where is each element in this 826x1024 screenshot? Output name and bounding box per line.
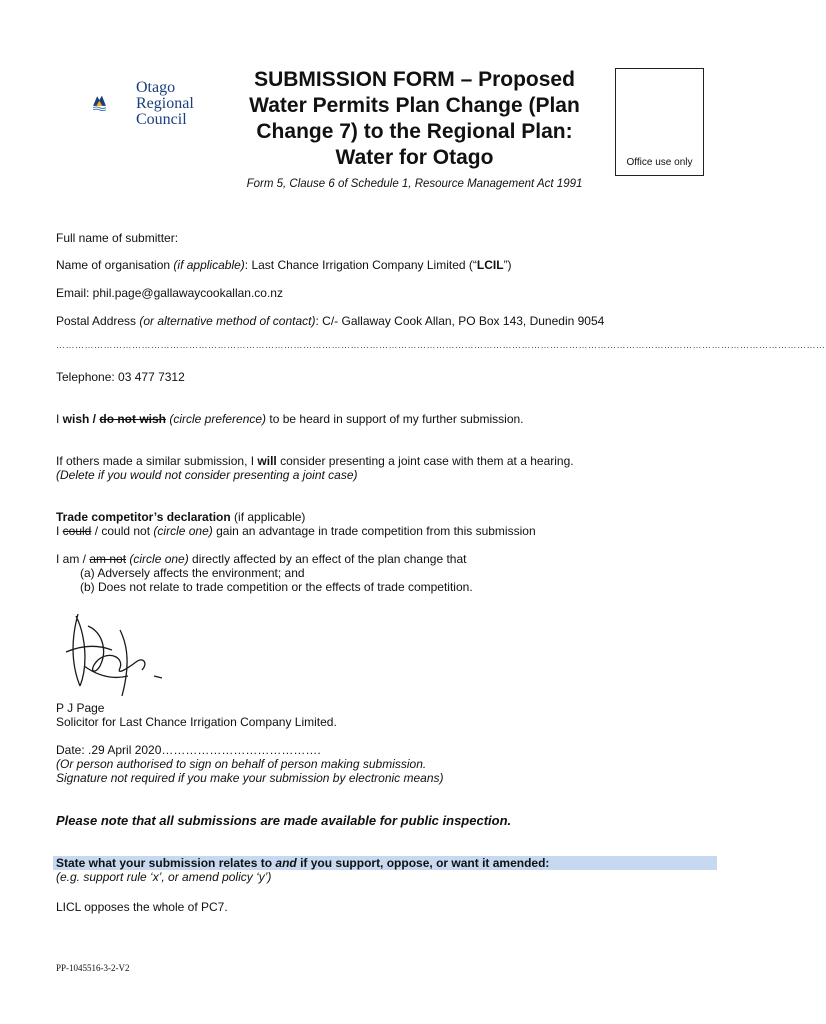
- joint-pre: If others made a similar submission, I: [56, 454, 258, 468]
- logo-line-1: Otago: [136, 79, 176, 96]
- hearing-i: I: [56, 412, 63, 426]
- org-value-pre: : Last Chance Irrigation Company Limited (“: [244, 258, 477, 272]
- trade-circle-hint: (circle one): [153, 524, 213, 538]
- submission-answer: LICL opposes the whole of PC7.: [56, 900, 228, 914]
- logo-line-3: Council: [136, 111, 187, 128]
- trade-could-not: / could not: [91, 524, 154, 538]
- form-subtitle: Form 5, Clause 6 of Schedule 1, Resource Management Act 1991: [246, 178, 583, 190]
- org-hint: (if applicable): [173, 258, 245, 272]
- affected-line: [56, 552, 466, 566]
- dotted-line: ………………………………………………………………………………………………………………………………………………………………………………………………………………………: [56, 340, 826, 350]
- affected-i-am: I am /: [56, 552, 90, 566]
- title-line-4: Water for Otago: [335, 146, 494, 169]
- logo-wave-1: [93, 107, 106, 108]
- trade-i: I: [56, 524, 63, 538]
- signoff-hint-2: Signature not required if you make your submission by electronic means): [56, 771, 444, 785]
- logo-line-2: Regional: [136, 95, 194, 112]
- office-use-box: [615, 68, 704, 176]
- title-line-1: SUBMISSION FORM – Proposed: [254, 68, 575, 91]
- hearing-do-not-wish: do not wish: [99, 412, 167, 426]
- logo-wave-2: [93, 109, 106, 110]
- trade-heading: Trade competitor’s declaration: [56, 510, 231, 524]
- telephone-line: Telephone: 03 477 7312: [56, 370, 185, 384]
- affected-circle-hint: (circle one): [126, 552, 189, 566]
- title-line-3: Change 7) to the Regional Plan:: [256, 120, 573, 143]
- signoff-role: Solicitor for Last Chance Irrigation Company Limited.: [56, 715, 337, 729]
- affected-item-b: (b) Does not relate to trade competition or the effects of trade competition.: [80, 580, 473, 594]
- relates-pre: State what your submission relates to: [56, 856, 276, 870]
- logo-wordmark: [136, 80, 194, 128]
- postal-hint: (or alternative method of contact): [139, 314, 316, 328]
- org-value-bold: LCIL: [476, 258, 504, 272]
- affected-am-not: am not: [89, 552, 127, 566]
- hearing-wish: wish: [62, 412, 90, 426]
- postal-value: : C/- Gallaway Cook Allan, PO Box 143, Dunedin 9054: [315, 314, 605, 328]
- hearing-preference-line: [56, 412, 524, 426]
- hearing-slash: /: [89, 412, 100, 426]
- full-name-label: Full name of submitter:: [56, 231, 179, 245]
- hearing-rest: to be heard in support of my further submission.: [266, 412, 524, 426]
- trade-rest: gain an advantage in trade competition from this submission: [212, 524, 536, 538]
- relates-and: and: [275, 856, 297, 870]
- signoff-hint-1: (Or person authorised to sign on behalf of person making submission.: [56, 757, 427, 771]
- document-reference: PP-1045516-3-2-V2: [56, 963, 130, 973]
- title-line-2: Water Permits Plan Change (Plan: [249, 94, 580, 117]
- trade-could: could: [62, 524, 92, 538]
- hearing-circle-hint: (circle preference): [166, 412, 267, 426]
- form-title: [222, 67, 607, 171]
- affected-rest: directly affected by an effect of the plan change that: [188, 552, 467, 566]
- postal-line: [56, 314, 604, 328]
- relates-post: if you support, oppose, or want it amended:: [296, 856, 550, 870]
- organisation-line: [56, 258, 512, 272]
- joint-case-hint: (Delete if you would not consider presenting a joint case): [56, 468, 358, 482]
- submission-relates-hint: (e.g. support rule ‘x’, or amend policy ‘y’): [56, 870, 272, 884]
- office-use-label: Office use only: [626, 157, 693, 168]
- signoff-date: Date: .29 April 2020………………………………….: [56, 743, 321, 757]
- affected-item-a: (a) Adversely affects the environment; and: [80, 566, 305, 580]
- joint-will: will: [257, 454, 277, 468]
- org-label: Name of organisation: [56, 258, 174, 272]
- joint-post: consider presenting a joint case with them at a hearing.: [276, 454, 574, 468]
- submission-relates-heading: [56, 856, 549, 870]
- email-line: Email: phil.page@gallawaycookallan.co.nz: [56, 286, 283, 300]
- trade-declaration-line: [56, 524, 536, 538]
- joint-case-line: [56, 454, 574, 468]
- public-inspection-note: Please note that all submissions are made available for public inspection.: [56, 813, 512, 828]
- trade-heading-line: [56, 510, 305, 524]
- postal-label: Postal Address: [56, 314, 140, 328]
- handwritten-signature: [58, 606, 173, 702]
- trade-heading-hint: (if applicable): [230, 510, 306, 524]
- org-value-post: ”): [503, 258, 512, 272]
- signoff-name: P J Page: [56, 701, 105, 715]
- otago-regional-council-logo: [92, 80, 136, 128]
